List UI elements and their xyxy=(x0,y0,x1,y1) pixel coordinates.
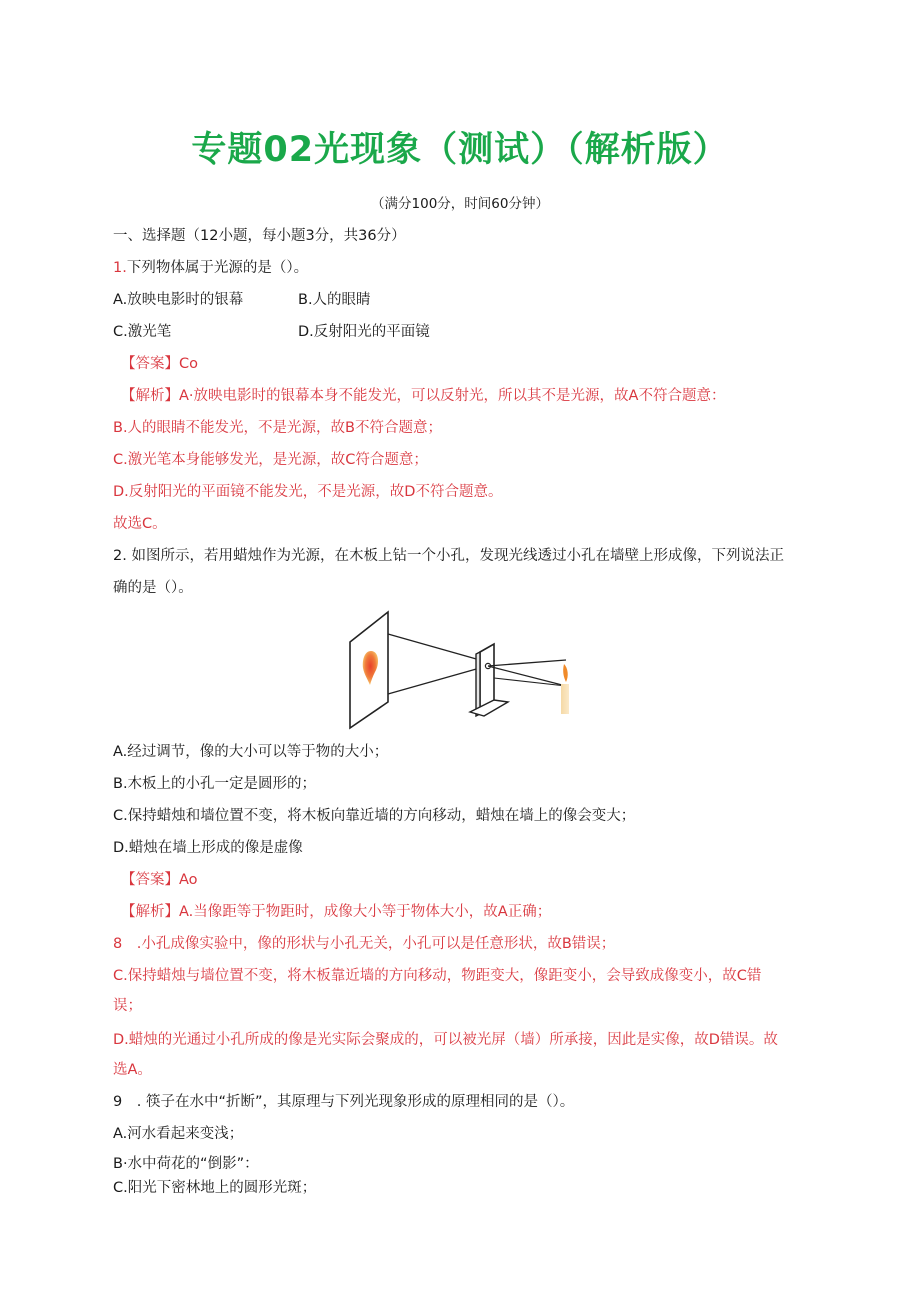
q2-option-a: A.经过调节，像的大小可以等于物的大小； xyxy=(113,744,389,760)
q1-analysis-line: B.人的眼睛不能发光，不是光源，故B不符合题意； xyxy=(113,420,443,436)
q1-analysis-line: 故选C。 xyxy=(113,516,167,532)
q2-analysis-line: 8 .小孔成像实验中，像的形状与小孔无关，小孔可以是任意形状，故B错误； xyxy=(113,936,616,952)
board-edge xyxy=(476,652,480,716)
q2-analysis-line: 误； xyxy=(113,998,142,1014)
q1-option-d: D.反射阳光的平面镜 xyxy=(298,324,430,340)
q1-answer: 【答案】Co xyxy=(121,356,198,372)
light-ray xyxy=(488,666,566,686)
pinhole-camera-figure xyxy=(344,606,576,730)
q2-analysis-line: C.保持蜡烛与墙位置不变，将木板靠近墙的方向移动，物距变大，像距变小，会导致成像变小，故C错 xyxy=(113,968,762,984)
q2-option-d: D.蜡烛在墙上形成的像是虚像 xyxy=(113,840,303,856)
q2-analysis-line: D.蜡烛的光通过小孔所成的像是光实际会聚成的，可以被光屏（墙）所承接，因此是实像，故D错误。故 xyxy=(113,1032,778,1048)
question-1-stem: 下列物体属于光源的是（）。 xyxy=(126,260,309,276)
question-2-stem: 2. 如图所示，若用蜡烛作为光源，在木板上钻一个小孔，发现光线透过小孔在墙壁上形成像，下列说法正 xyxy=(113,548,784,564)
question-2-stem-cont: 确的是（）。 xyxy=(113,580,193,596)
candle-flame xyxy=(563,664,568,682)
q2-option-b: B.木板上的小孔一定是圆形的； xyxy=(113,776,317,792)
section-heading: 一、选择题（12小题，每小题3分，共36分） xyxy=(113,228,406,244)
q1-option-b: B.人的眼睛 xyxy=(298,292,371,308)
question-1 xyxy=(113,258,308,278)
score-time-note: （满分100分，时间60分钟） xyxy=(371,196,549,212)
light-ray xyxy=(494,678,566,686)
document-title: 专题02光现象（测试）（解析版） xyxy=(191,130,729,170)
q1-option-c: C.激光笔 xyxy=(113,324,172,340)
q1-analysis-line: C.激光笔本身能够发光，是光源，故C符合题意； xyxy=(113,452,428,468)
q3-option-c: C.阳光下密林地上的圆形光斑； xyxy=(113,1180,317,1196)
q1-analysis-line: D.反射阳光的平面镜不能发光，不是光源，故D不符合题意。 xyxy=(113,484,503,500)
q2-analysis-line: 【解析】A.当像距等于物距时，成像大小等于物体大小，故A正确； xyxy=(121,904,552,920)
q1-analysis-line: 【解析】A·放映电影时的银幕本身不能发光，可以反射光，所以其不是光源，故A不符合题意： xyxy=(121,388,726,404)
q2-option-c: C.保持蜡烛和墙位置不变，将木板向靠近墙的方向移动，蜡烛在墙上的像会变大； xyxy=(113,808,636,824)
question-3-stem: 9 . 筷子在水中“折断”，其原理与下列光现象形成的原理相同的是（）。 xyxy=(113,1094,575,1110)
q2-analysis-line: 选A。 xyxy=(113,1062,152,1078)
candle-body xyxy=(561,684,569,714)
q2-answer: 【答案】Ao xyxy=(121,872,198,888)
light-ray xyxy=(488,660,566,666)
q3-option-b: B·水中荷花的“倒影”： xyxy=(113,1156,259,1172)
q3-option-a: A.河水看起来变浅； xyxy=(113,1126,244,1142)
question-1-number: 1. xyxy=(113,260,127,276)
q1-option-a: A.放映电影时的银幕 xyxy=(113,292,244,308)
